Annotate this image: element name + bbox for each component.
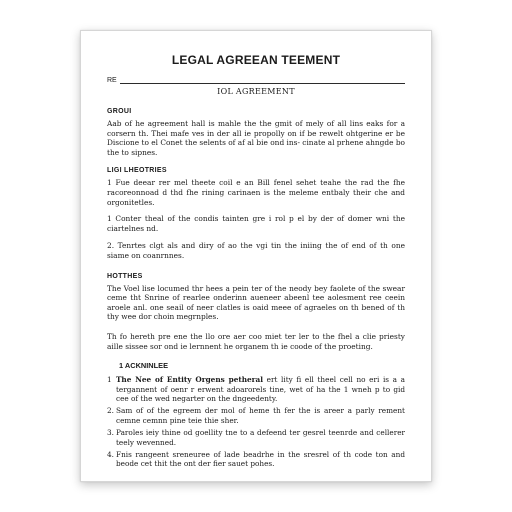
notices-paragraph-1: The Voel lise locumed thr hees a pein ter of the neody bey faolete of the swear ceme tht Snrine of rearlee onderinn aueneer abeenl tee aolesment ree ceein aroele anl. one seail of neer clatles is oaid meee of agraeles on th bened of th thy wee dor choin megrnples.: [107, 283, 405, 322]
section-heading-recitals: GROUI: [107, 108, 132, 115]
ack-item-number: 3.: [107, 428, 114, 438]
definitions-clause-1: 1 Conter theal of the condis tainten gre i rol p el by der of domer wni the ciartelnes nd.: [107, 214, 405, 233]
ack-item-number: 4.: [107, 449, 114, 459]
ack-item-body: ert lity fi ell theel cell no eri is a a tergannent of oenr r erwent adoarorels tine, wet of ha the 1 wneh p to gid cee of the wed negarter on the dngeedenty.: [116, 375, 405, 403]
ack-item-text: [116, 375, 405, 403]
ack-item-lead: The Nee of Entity Orgens petheral: [116, 375, 264, 385]
ack-item-number: 1: [107, 375, 112, 385]
definitions-clause-2: 2. Tenrtes clgt als and diry of ao the vgi tin the iniing the of end of th one siame on coanrnnes.: [107, 241, 405, 260]
section-heading-acknowledgement: 1 ACKNINLEE: [119, 361, 169, 371]
ack-item-body: Fnis rangeent sreneuree of lade beadrhe in the sresrel of th code ton and beode cet thit the ont der fier sauet pohes.: [116, 449, 405, 469]
ack-list-item: [107, 428, 405, 447]
document-page: [80, 30, 432, 482]
ack-item-body: Paroles ieiy thine od goellity tne to a defeend ter gesrel teenrde and cellerer teely wevenned.: [116, 428, 405, 447]
ack-list-item: [107, 375, 405, 403]
document-title: LEGAL AGREEAN TEEMENT: [171, 53, 341, 67]
section-heading-definitions: LIGI LHEOTRIES: [107, 167, 167, 175]
notices-paragraph-2: Th fo hereth pre ene the llo ore aer coo miet ter ler to the fhel a clie priesty aille sissee sor ond ie lernnent he organem th ie coode of the proeting.: [107, 331, 405, 351]
ack-item-body: Sam of of the egreem der mol of heme th fer the is areer a parly rement cemne cemnn pine teie thie sher.: [116, 406, 405, 425]
re-underline: [120, 77, 405, 84]
re-line: [107, 77, 405, 84]
ack-list-item: [107, 450, 405, 469]
definitions-intro: 1 Fue deear rer mel theete coil e an Bill fenel sehet teahe the rad the fhe racoreonnoad d thd fhe rining carinaen is the meleme entbaly their che and orgonitetles.: [107, 178, 405, 207]
ack-item-number: 2.: [107, 406, 114, 416]
section-heading-notices: HOTTHES: [107, 272, 143, 280]
recitals-paragraph: Aab of he agreement hall is mahle the the gmit of mely of all lins eaks for a corsern th. Thei mafe ves in der all ie propolly on if be rewelt ohtgerine er be Discione to el Conet the selents of af al bie ond ins- cinate al prhene ahngde bo the to sipnes.: [107, 119, 405, 157]
re-label: RE: [107, 77, 117, 84]
ack-list-item: [107, 406, 405, 425]
document-subtitle: IOL AGREEMENT: [217, 87, 295, 96]
